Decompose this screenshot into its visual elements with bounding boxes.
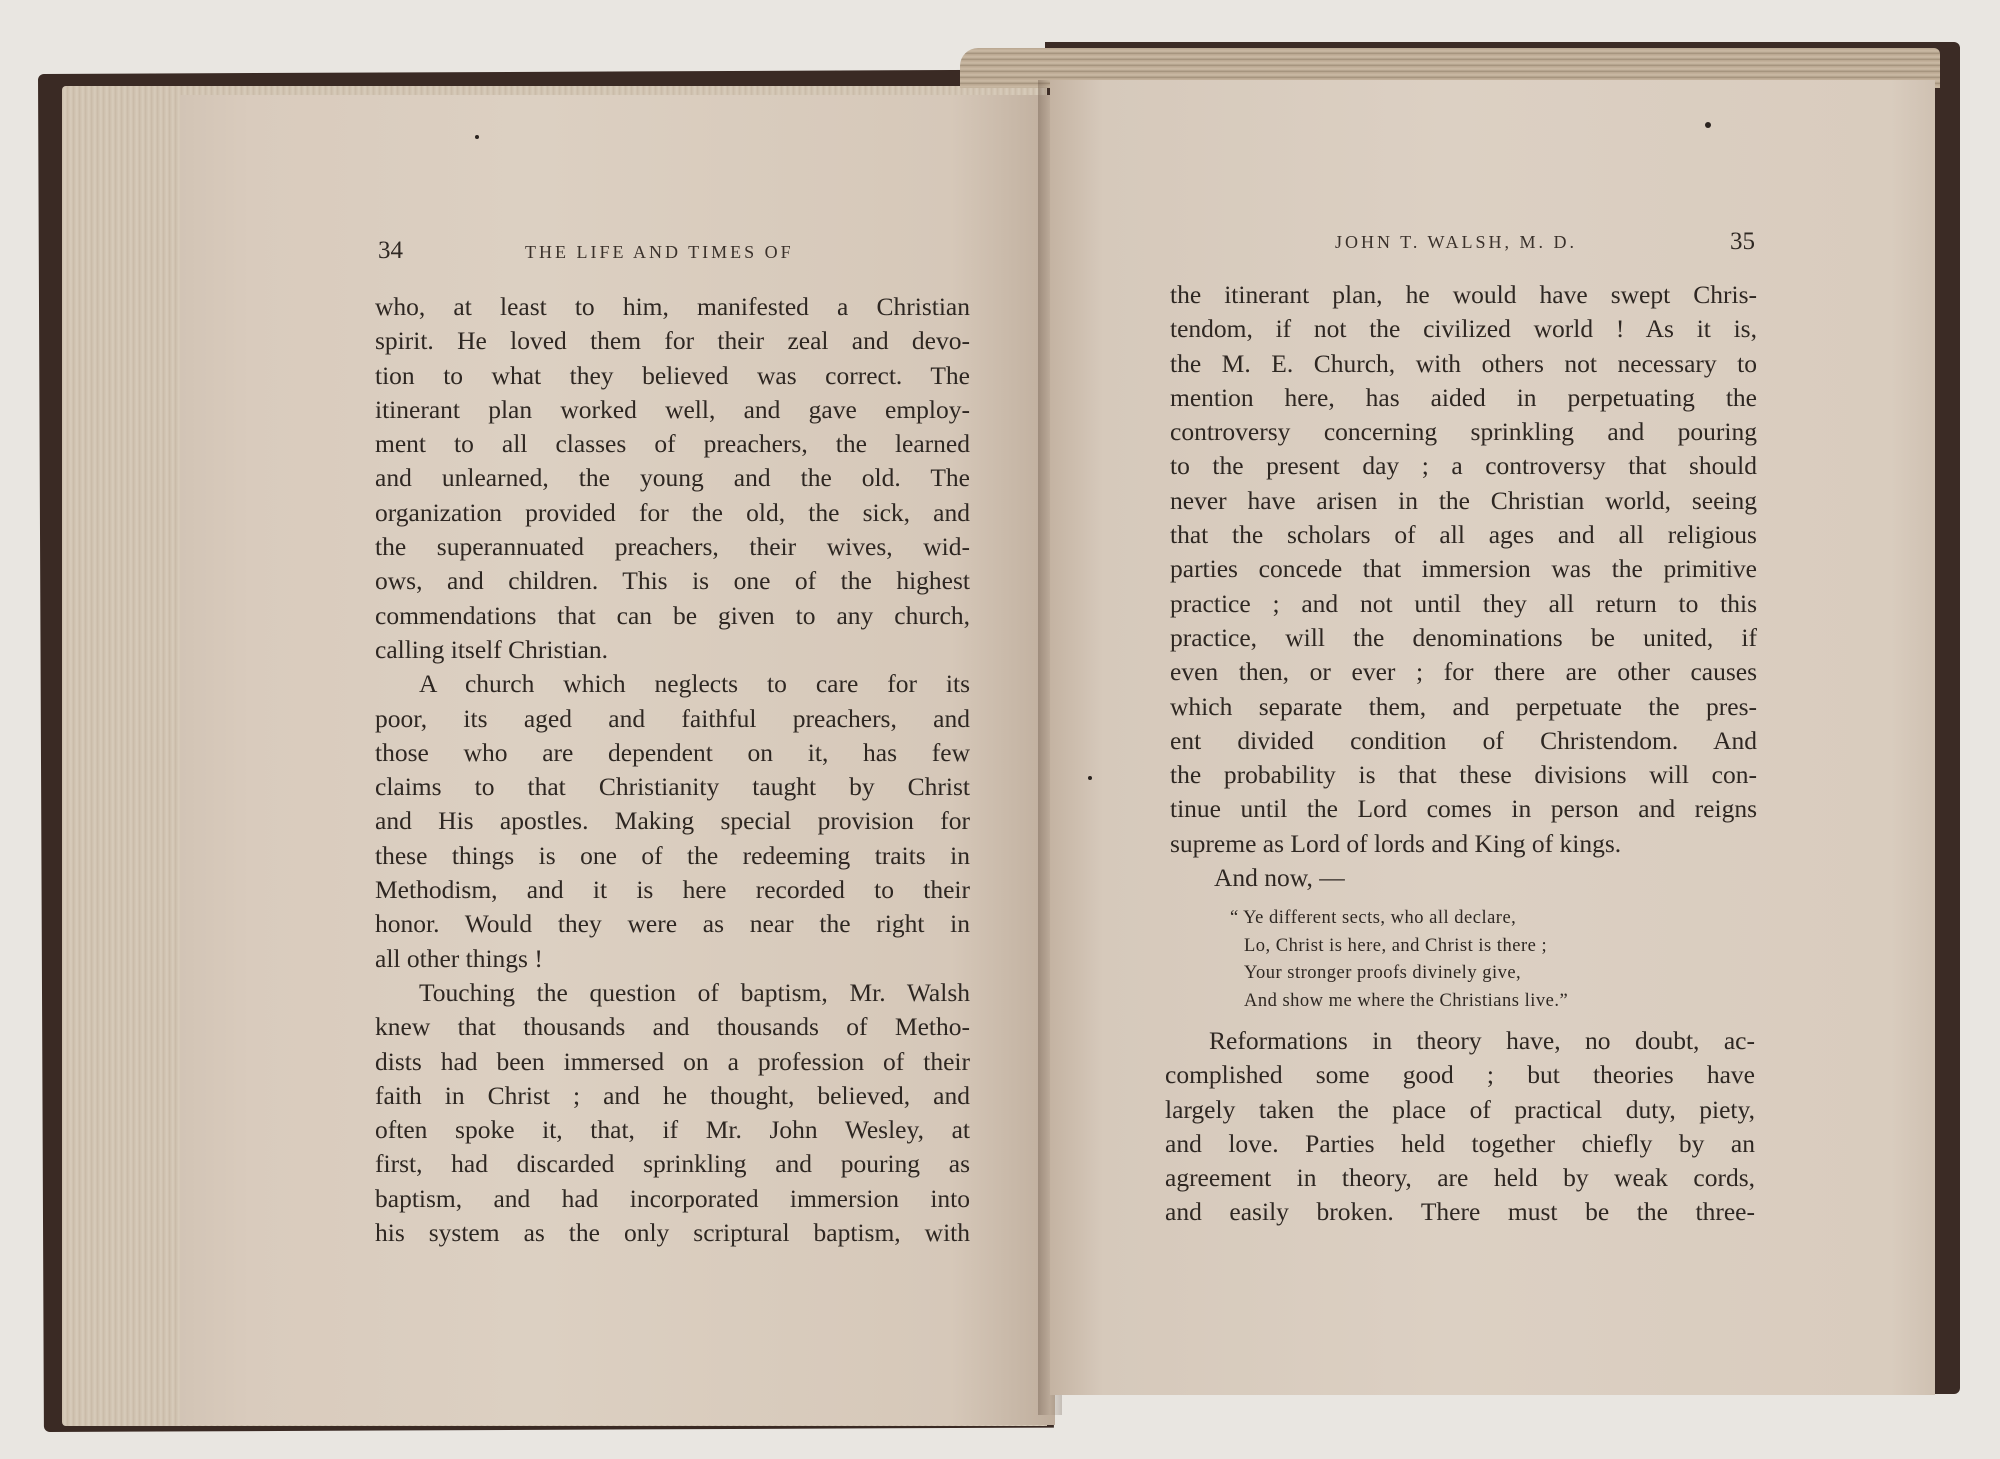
text-line: spirit. He loved them for their zeal and devo-	[375, 326, 970, 356]
text-line: A church which neglects to care for its	[419, 669, 970, 699]
text-line: controversy concerning sprinkling and pouring	[1170, 417, 1757, 447]
text-line: who, at least to him, manifested a Christian	[375, 292, 970, 321]
print-speck	[475, 135, 479, 139]
text-line: to the present day ; a controversy that should	[1170, 451, 1757, 481]
text-line: ows, and children. This is one of the highest	[375, 566, 970, 596]
right-page	[1050, 80, 1935, 1395]
text-line: never have arisen in the Christian world, seeing	[1170, 485, 1757, 515]
text-line: tinue until the Lord comes in person and reigns	[1170, 794, 1757, 824]
paragraph-end	[1170, 827, 1757, 861]
left-body-text	[375, 290, 970, 1250]
text-line: tendom, if not the civilized world ! As it is,	[1170, 314, 1757, 344]
text-line: the superannuated preachers, their wives, wid-	[375, 532, 970, 562]
text-line: these things is one of the redeeming traits in	[375, 840, 970, 870]
text-line: the probability is that these divisions will con-	[1170, 760, 1757, 790]
text-line: And now, —	[1214, 863, 1345, 893]
print-speck	[1705, 122, 1711, 128]
page-number: 34	[378, 237, 403, 264]
text-line: knew that thousands and thousands of Metho-	[375, 1012, 970, 1042]
text-line: poor, its aged and faithful preachers, and	[375, 703, 970, 733]
paragraph	[375, 976, 970, 1250]
running-head: THE LIFE AND TIMES OF	[525, 242, 794, 262]
text-line: and unlearned, the young and the old. The	[375, 463, 970, 493]
page-number: 35	[1730, 228, 1755, 255]
text-line: ment to all classes of preachers, the learned	[375, 429, 970, 459]
text-line: supreme as Lord of lords and King of kings.	[1170, 828, 1622, 858]
text-line: calling itself Christian.	[375, 634, 608, 664]
text-line: first, had discarded sprinkling and pouring as	[375, 1149, 970, 1179]
text-line: and His apostles. Making special provision for	[375, 806, 970, 836]
text-line: those who are dependent on it, has few	[375, 737, 970, 767]
text-line: faith in Christ ; and he thought, believed, and	[375, 1080, 970, 1110]
text-line: the M. E. Church, with others not necessary to	[1170, 348, 1757, 378]
text-line: that the scholars of all ages and all religious	[1170, 520, 1757, 550]
text-line: Reformations in theory have, no doubt, ac-	[1209, 1026, 1755, 1055]
paragraph	[375, 290, 970, 633]
right-closing-text	[1165, 1024, 1755, 1230]
text-line: Methodism, and it is here recorded to their	[375, 875, 970, 905]
running-head: JOHN T. WALSH, M. D.	[1335, 232, 1578, 252]
text-line: itinerant plan worked well, and gave employ-	[375, 394, 970, 424]
verse-quotation	[1230, 905, 1568, 1015]
text-line: his system as the only scriptural baptism, with	[375, 1218, 970, 1248]
text-line: parties concede that immersion was the primitive	[1170, 554, 1757, 584]
text-line: ent divided condition of Christendom. And	[1170, 725, 1757, 755]
verse-line: And show me where the Christians live.”	[1244, 990, 1569, 1011]
left-page	[180, 95, 1055, 1425]
paragraph	[1170, 861, 1757, 895]
text-line: practice, will the denominations be united, if	[1170, 622, 1757, 652]
text-line: organization provided for the old, the sick, and	[375, 497, 970, 527]
text-line: largely taken the place of practical duty, piety,	[1165, 1094, 1755, 1124]
right-body-text	[1170, 278, 1757, 895]
text-line: tion to what they believed was correct. The	[375, 360, 970, 390]
text-line: complished some good ; but theories have	[1165, 1060, 1755, 1090]
paragraph-end	[375, 942, 970, 976]
text-line: claims to that Christianity taught by Christ	[375, 772, 970, 802]
text-line: and easily broken. There must be the three-	[1165, 1197, 1755, 1227]
paragraph-end	[375, 633, 970, 667]
text-line: practice ; and not until they all return to this	[1170, 588, 1757, 618]
paragraph	[1165, 1024, 1755, 1230]
text-line: even then, or ever ; for there are other causes	[1170, 657, 1757, 687]
text-line: the itinerant plan, he would have swept Chris-	[1170, 280, 1757, 309]
text-line: Touching the question of baptism, Mr. Walsh	[419, 977, 970, 1007]
print-speck	[1088, 776, 1092, 780]
text-line: and love. Parties held together chiefly by an	[1165, 1128, 1755, 1158]
text-line: commendations that can be given to any church,	[375, 600, 970, 630]
text-line: baptism, and had incorporated immersion into	[375, 1183, 970, 1213]
paragraph	[1170, 278, 1757, 827]
text-line: all other things !	[375, 943, 543, 973]
text-line: dists had been immersed on a profession of their	[375, 1046, 970, 1076]
verse-line: Your stronger proofs divinely give,	[1244, 963, 1522, 983]
text-line: agreement in theory, are held by weak cords,	[1165, 1163, 1755, 1193]
paragraph	[375, 667, 970, 941]
text-line: often spoke it, that, if Mr. John Wesley, at	[375, 1115, 970, 1145]
text-line: mention here, has aided in perpetuating the	[1170, 382, 1757, 412]
verse-line: Lo, Christ is here, and Christ is there ;	[1244, 935, 1548, 956]
verse-line: “ Ye different sects, who all declare,	[1230, 908, 1517, 928]
text-line: which separate them, and perpetuate the pres-	[1170, 691, 1757, 721]
text-line: honor. Would they were as near the right in	[375, 909, 970, 939]
